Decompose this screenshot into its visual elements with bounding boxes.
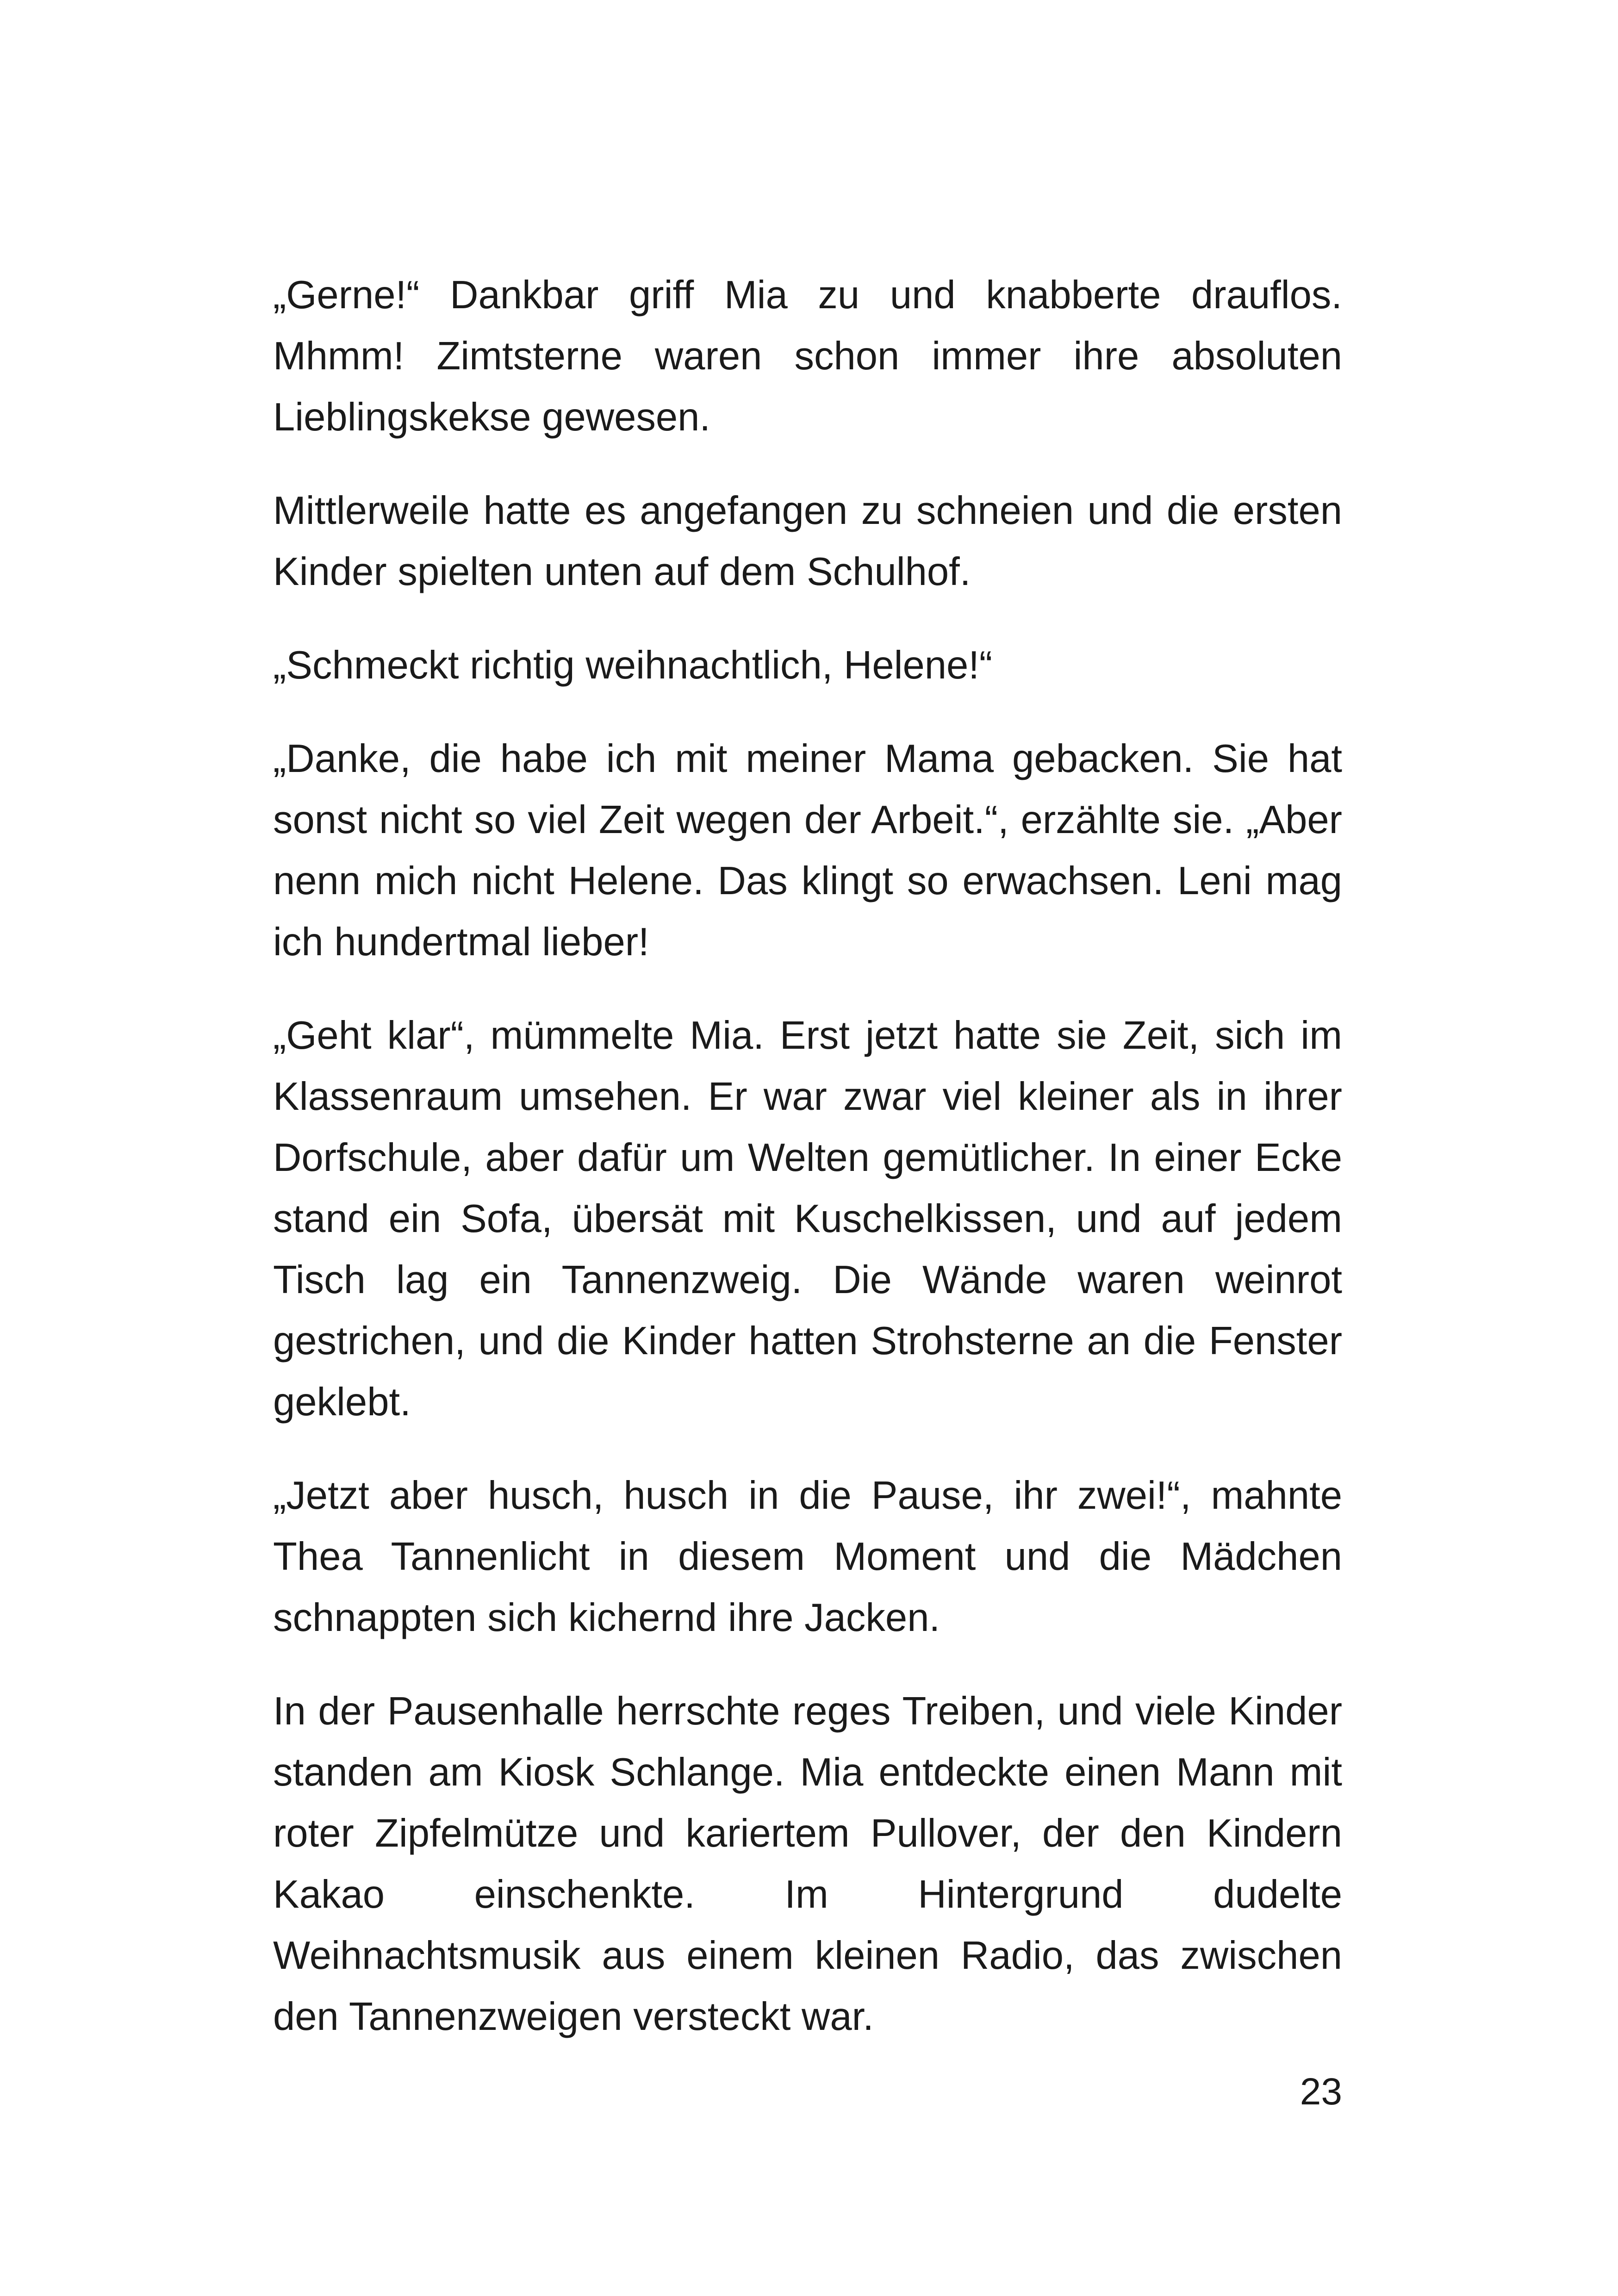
paragraph-3: „Schmeckt richtig weihnachtlich, Helene!“: [273, 643, 993, 687]
paragraph-4: „Danke, die habe ich mit meiner Mama gebacken. Sie hat sonst nicht so viel Zeit wegen der Arbeit.“, erzählte sie. „Aber nenn mich nicht Helene. Das klingt so erwachsen. Leni mag ich hundertmal lieber!: [273, 737, 1342, 964]
page-number: 23: [1300, 2071, 1342, 2113]
paragraph-5: „Geht klar“, mümmelte Mia. Erst jetzt hatte sie Zeit, sich im Klassenraum umsehen. Er war zwar viel kleiner als in ihrer Dorfschule, aber dafür um Welten gemütlicher. In einer Ecke stand ein Sofa, übersät mit Kuschelkissen, und auf jedem Tisch lag ein Tannenzweig. Die Wände waren weinrot gestrichen, und die Kinder hatten Strohsterne an die Fenster geklebt.: [273, 1014, 1342, 1424]
paragraph-6: „Jetzt aber husch, husch in die Pause, ihr zwei!“, mahnte Thea Tannenlicht in diesem Moment und die Mädchen schnappten sich kichernd ihre Jacken.: [273, 1474, 1342, 1640]
paragraph-7: In der Pausenhalle herrschte reges Treiben, und viele Kinder standen am Kiosk Schlange. Mia entdeckte einen Mann mit roter Zipfelmütze und kariertem Pullover, der den Kindern Kakao einschenkte. Im Hintergrund dudelte Weihnachtsmusik aus einem kleinen Radio, das zwischen den Tannenzweigen versteckt war.: [273, 1689, 1342, 2039]
paragraph-1: „Gerne!“ Dankbar griff Mia zu und knabberte drauflos. Mhmm! Zimtsterne waren schon immer ihre absoluten Lieblingskekse gewesen.: [273, 273, 1342, 439]
paragraph-2: Mittlerweile hatte es angefangen zu schneien und die ersten Kinder spielten unten auf dem Schulhof.: [273, 489, 1342, 594]
body-text: [273, 265, 1342, 2080]
